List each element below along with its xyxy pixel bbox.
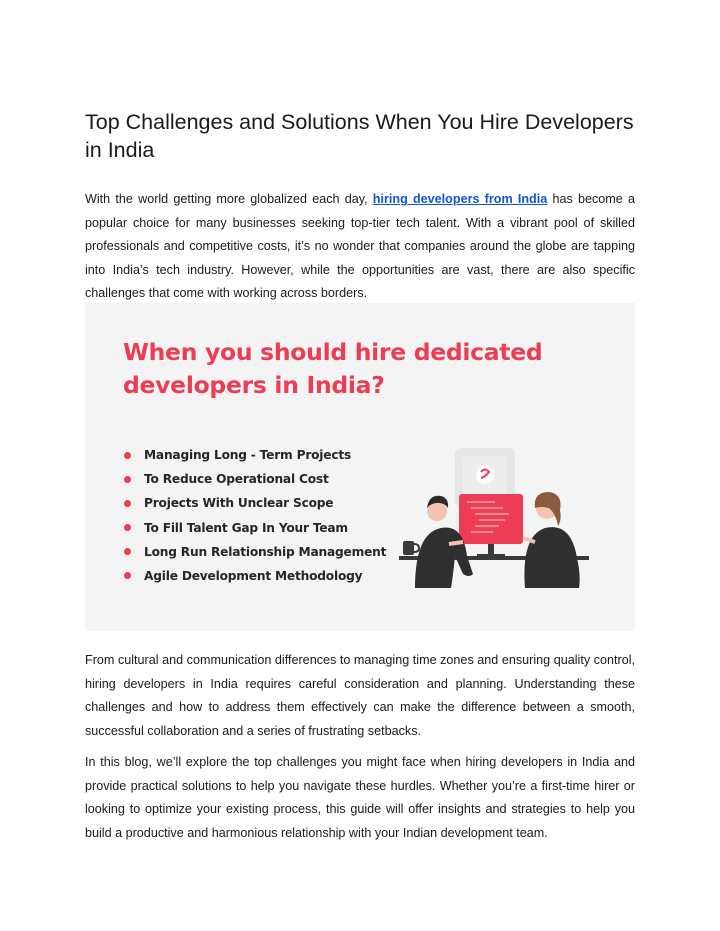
intro-paragraph xyxy=(85,188,635,306)
developers-at-computer-illustration xyxy=(385,438,605,588)
bullet-item xyxy=(123,491,386,515)
bullet-dot-icon xyxy=(124,500,131,507)
hiring-developers-link[interactable]: hiring developers from India xyxy=(372,192,548,206)
coffee-mug-icon xyxy=(403,541,414,555)
bullet-dot-icon xyxy=(124,572,131,579)
banner-heading: When you should hire dedicated developers in India? xyxy=(123,338,543,399)
bullet-label: To Fill Talent Gap In Your Team xyxy=(144,520,348,535)
bullet-label: Long Run Relationship Management xyxy=(144,544,387,559)
page-title: Top Challenges and Solutions When You Hire Developers in India xyxy=(85,110,634,162)
bullet-item xyxy=(123,564,386,588)
challenges-paragraph: From cultural and communication differences to managing time zones and ensuring quality control, hiring developers in India requires careful consideration and planning. Understanding these challenges and how to address them effectively can make the difference between a smooth, successful collaboration and a series of frustrating setbacks. xyxy=(85,653,635,738)
bullet-item xyxy=(123,443,386,467)
person-right xyxy=(523,492,580,588)
bullet-label: To Reduce Operational Cost xyxy=(144,472,329,487)
bullet-label: Projects With Unclear Scope xyxy=(144,496,334,511)
hire-developers-banner xyxy=(85,303,635,631)
bullet-item xyxy=(123,516,386,540)
bullet-item xyxy=(123,540,386,564)
blog-overview-paragraph: In this blog, we’ll explore the top challenges you might face when hiring developers in India and provide practical solutions to help you navigate these hurdles. Whether you’re a first-time hirer or looking to optimize your existing process, this guide will offer insights and strategies to help you build a productive and harmonious relationship with your Indian development team. xyxy=(85,755,635,840)
banner-bullet-list xyxy=(123,443,386,588)
bullet-dot-icon xyxy=(124,524,131,531)
intro-text-after: has become a popular choice for many businesses seeking top-tier tech talent. With a vibrant pool of skilled professionals and competitive costs, it’s no wonder that companies around the globe are tapping into India’s tech industry. However, while the opportunities are vast, there are also specific challenges that come with working across borders. xyxy=(85,192,635,300)
bullet-label: Agile Development Methodology xyxy=(144,568,363,583)
monitor-stand xyxy=(488,544,494,554)
bullet-item xyxy=(123,467,386,491)
bullet-label: Managing Long - Term Projects xyxy=(144,448,352,462)
bullet-dot-icon xyxy=(124,476,131,483)
intro-text-before: With the world getting more globalized each day, xyxy=(85,192,373,206)
bullet-dot-icon xyxy=(124,452,131,459)
bullet-dot-icon xyxy=(124,548,131,555)
